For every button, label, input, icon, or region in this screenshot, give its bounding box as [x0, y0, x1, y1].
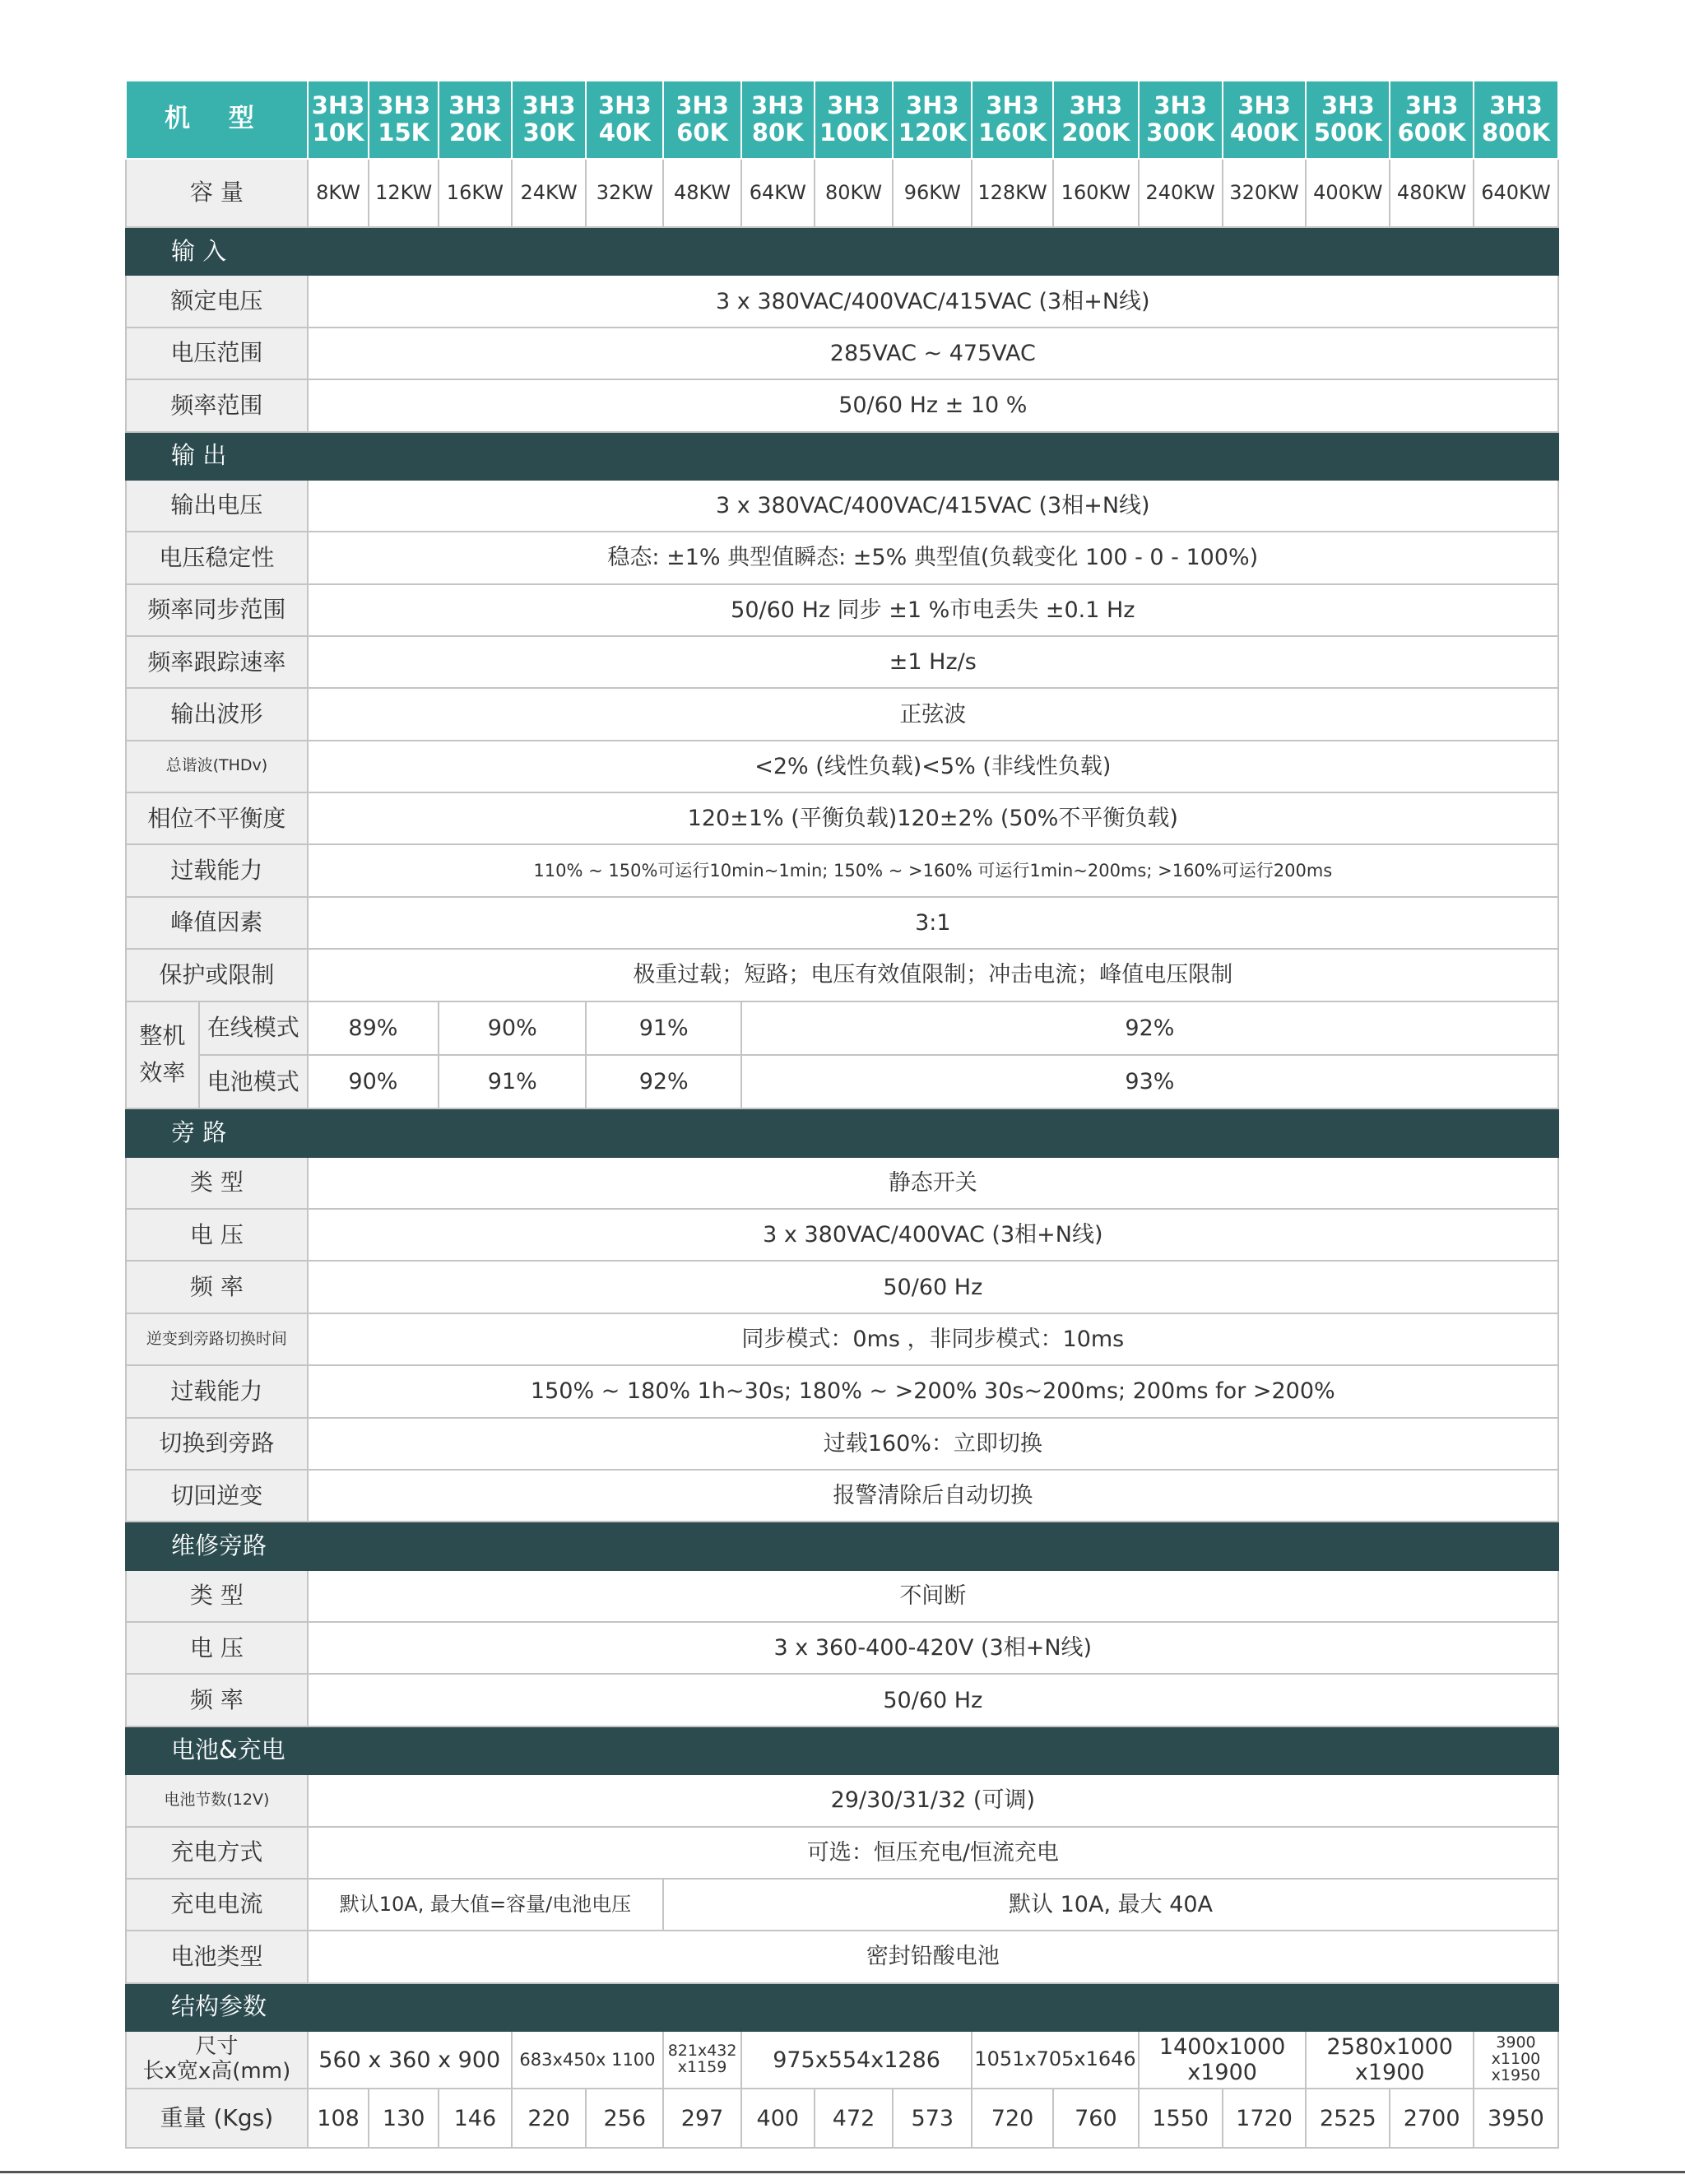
model-name-line: 15K [378, 118, 430, 147]
model-name-line: 3H3 [905, 91, 959, 119]
model-name-line: 160K [978, 118, 1047, 147]
charge-current-small: 默认10A, 最大值=容量/电池电压 [308, 1879, 663, 1931]
row-value: 可选：恒压充电/恒流充电 [308, 1827, 1558, 1879]
row-label: 类 型 [126, 1157, 308, 1209]
online-efficiency-value: 90% [439, 1001, 586, 1055]
model-name [972, 81, 1053, 159]
model-name-line: 40K [598, 118, 651, 147]
capacity-value: 160KW [1053, 159, 1139, 228]
row-label: 过载能力 [126, 844, 308, 896]
model-name-line: 3H3 [448, 91, 502, 119]
capacity-value: 12KW [369, 159, 439, 228]
model-name-line: 3H3 [522, 91, 576, 119]
size-value-line: 683x450x 1100 [519, 2050, 656, 2070]
row-value: 120±1% (平衡负载)120±2% (50%不平衡负载) [308, 792, 1558, 844]
model-name-line: 60K [676, 118, 728, 147]
size-value [972, 2031, 1139, 2089]
row-value: 稳态: ±1% 典型值瞬态: ±5% 典型值(负载变化 100 - 0 - 100%) [308, 532, 1558, 583]
capacity-value: 24KW [512, 159, 587, 228]
section-fill [308, 1522, 1558, 1569]
size-value-line: 560 x 360 x 900 [318, 2047, 501, 2073]
capacity-value: 480KW [1390, 159, 1474, 228]
size-value-line: x1159 [677, 2058, 727, 2077]
size-value [512, 2031, 663, 2089]
size-value-line: x1900 [1187, 2060, 1257, 2086]
capacity-value: 128KW [972, 159, 1053, 228]
battery-efficiency-value: 92% [586, 1055, 741, 1108]
section-fill [308, 1726, 1558, 1774]
row-label: 电池节数(12V) [126, 1774, 308, 1826]
capacity-value: 320KW [1223, 159, 1307, 228]
model-name [893, 81, 972, 159]
section-title: 维修旁路 [126, 1522, 308, 1569]
row-value: 3 x 360-400-420V (3相+N线) [308, 1622, 1558, 1674]
online-efficiency-value: 91% [586, 1001, 741, 1055]
section-title: 旁 路 [126, 1108, 308, 1156]
model-name [1139, 81, 1223, 159]
model-name [1053, 81, 1139, 159]
size-value-line: 1400x1000 [1158, 2034, 1286, 2061]
row-value: 50/60 Hz 同步 ±1 %市电丢失 ±0.1 Hz [308, 584, 1558, 636]
row-label: 充电方式 [126, 1827, 308, 1879]
row-value: 正弦波 [308, 688, 1558, 740]
online-efficiency-value: 92% [741, 1001, 1558, 1055]
size-value-line: 1051x705x1646 [974, 2047, 1136, 2071]
online-mode-label: 在线模式 [199, 1001, 308, 1055]
size-value [1139, 2031, 1307, 2089]
model-name-line: 30K [522, 118, 575, 147]
model-name [308, 81, 369, 159]
capacity-value: 96KW [893, 159, 972, 228]
row-value: 110% ~ 150%可运行10min~1min; 150% ~ >160% 可运行1min~200ms; >160%可运行200ms [308, 844, 1558, 896]
model-name [439, 81, 512, 159]
row-label: 电 压 [126, 1622, 308, 1674]
model-name-line: 20K [448, 118, 501, 147]
weight-value: 3950 [1474, 2089, 1558, 2147]
model-name [1306, 81, 1390, 159]
row-label: 相位不平衡度 [126, 792, 308, 844]
charge-current-label: 充电电流 [126, 1879, 308, 1931]
row-label: 保护或限制 [126, 949, 308, 1001]
row-value: 过载160%：立即切换 [308, 1418, 1558, 1470]
model-name-line: 3H3 [598, 91, 652, 119]
model-name-line: 80K [751, 118, 804, 147]
charge-current-large: 默认 10A, 最大 40A [663, 1879, 1558, 1931]
weight-value: 1720 [1223, 2089, 1307, 2147]
weight-value: 2525 [1306, 2089, 1390, 2147]
size-value-line: x1950 [1491, 2066, 1541, 2085]
section-fill [308, 1983, 1558, 2031]
model-name [512, 81, 587, 159]
efficiency-label-line: 效率 [139, 1058, 186, 1086]
row-value: 报警清除后自动切换 [308, 1470, 1558, 1522]
weight-value: 400 [741, 2089, 815, 2147]
weight-value: 220 [512, 2089, 587, 2147]
row-label: 切换到旁路 [126, 1418, 308, 1470]
model-name-line: 3H3 [1069, 91, 1123, 119]
row-value: 50/60 Hz [308, 1261, 1558, 1313]
capacity-value: 400KW [1306, 159, 1390, 228]
weight-label: 重量 (Kgs) [126, 2089, 308, 2147]
capacity-label: 容 量 [126, 159, 308, 228]
battery-efficiency-value: 93% [741, 1055, 1558, 1108]
efficiency-label-line: 整机 [139, 1022, 186, 1050]
capacity-value: 80KW [815, 159, 894, 228]
row-label: 频率同步范围 [126, 584, 308, 636]
battery-type-value: 密封铅酸电池 [308, 1931, 1558, 1982]
battery-type-label: 电池类型 [126, 1931, 308, 1982]
model-name-line: 3H3 [1404, 91, 1459, 119]
model-name-line: 10K [312, 118, 364, 147]
model-name-line: 3H3 [675, 91, 729, 119]
model-name-line: 800K [1481, 118, 1550, 147]
capacity-value: 48KW [663, 159, 741, 228]
row-value: 3 x 380VAC/400VAC (3相+N线) [308, 1209, 1558, 1261]
size-value [1474, 2031, 1558, 2089]
model-name-line: 3H3 [377, 91, 431, 119]
section-title: 结构参数 [126, 1983, 308, 2031]
capacity-value: 16KW [439, 159, 512, 228]
model-name-line: 120K [898, 118, 967, 147]
battery-efficiency-value: 91% [439, 1055, 586, 1108]
row-value: 50/60 Hz [308, 1674, 1558, 1726]
battery-efficiency-value: 90% [308, 1055, 439, 1108]
weight-value: 573 [893, 2089, 972, 2147]
weight-value: 2700 [1390, 2089, 1474, 2147]
size-value-line: x1900 [1354, 2060, 1425, 2086]
size-label [126, 2031, 308, 2089]
weight-value: 760 [1053, 2089, 1139, 2147]
model-name-line: 3H3 [1489, 91, 1543, 119]
size-value-line: 3900 [1496, 2033, 1536, 2052]
model-name-line: 3H3 [1237, 91, 1291, 119]
model-name [1223, 81, 1307, 159]
efficiency-label [126, 1001, 199, 1109]
weight-value: 146 [439, 2089, 512, 2147]
size-value [1306, 2031, 1474, 2089]
row-label: 切回逆变 [126, 1470, 308, 1522]
row-label: 电压范围 [126, 328, 308, 379]
row-label: 输出电压 [126, 480, 308, 532]
row-label: 输出波形 [126, 688, 308, 740]
capacity-value: 240KW [1139, 159, 1223, 228]
bottom-rule [0, 2171, 1685, 2173]
section-title: 电池&充电 [126, 1726, 308, 1774]
model-name-line: 600K [1397, 118, 1466, 147]
row-label: 频率跟踪速率 [126, 636, 308, 688]
row-label: 峰值因素 [126, 897, 308, 949]
section-fill [308, 1108, 1558, 1156]
size-value-line: 975x554x1286 [773, 2047, 940, 2073]
size-value-line: 821x432 [667, 2042, 737, 2061]
row-value: 静态开关 [308, 1157, 1558, 1209]
row-label: 电 压 [126, 1209, 308, 1261]
section-fill [308, 432, 1558, 480]
weight-value: 108 [308, 2089, 369, 2147]
model-name-line: 200K [1061, 118, 1130, 147]
model-name-line: 3H3 [1321, 91, 1375, 119]
weight-value: 1550 [1139, 2089, 1223, 2147]
model-name-line: 3H3 [827, 91, 880, 119]
row-value: 不间断 [308, 1570, 1558, 1622]
size-label-line: 长x宽x高(mm) [142, 2059, 291, 2084]
online-efficiency-value: 89% [308, 1001, 439, 1055]
section-fill [308, 227, 1558, 275]
row-label: 逆变到旁路切换时间 [126, 1313, 308, 1365]
row-label: 过载能力 [126, 1365, 308, 1417]
row-value: ±1 Hz/s [308, 636, 1558, 688]
model-name [663, 81, 741, 159]
capacity-value: 64KW [741, 159, 815, 228]
model-name [1474, 81, 1558, 159]
section-title: 输 入 [126, 227, 308, 275]
model-name [1390, 81, 1474, 159]
row-value: 3:1 [308, 897, 1558, 949]
size-label-line: 尺寸 [195, 2034, 239, 2060]
capacity-value: 640KW [1474, 159, 1558, 228]
model-name [741, 81, 815, 159]
model-name-line: 3H3 [986, 91, 1039, 119]
capacity-value: 8KW [308, 159, 369, 228]
model-name-line: 100K [819, 118, 889, 147]
size-value-line: 2580x1000 [1326, 2034, 1453, 2061]
model-name-line: 400K [1230, 118, 1299, 147]
row-value: 150% ~ 180% 1h~30s; 180% ~ >200% 30s~200ms; 200ms for >200% [308, 1365, 1558, 1417]
row-value: 同步模式：0ms ，非同步模式：10ms [308, 1313, 1558, 1365]
model-name-line: 3H3 [1154, 91, 1208, 119]
row-label: 频率范围 [126, 379, 308, 431]
model-name-line: 300K [1146, 118, 1215, 147]
capacity-value: 32KW [586, 159, 663, 228]
spec-table [125, 80, 1559, 2149]
row-value: <2% (线性负载)<5% (非线性负载) [308, 741, 1558, 792]
row-value: 3 x 380VAC/400VAC/415VAC (3相+N线) [308, 275, 1558, 327]
row-label: 频 率 [126, 1674, 308, 1726]
section-title: 输 出 [126, 432, 308, 480]
weight-value: 256 [586, 2089, 663, 2147]
row-value: 29/30/31/32 (可调) [308, 1774, 1558, 1826]
weight-value: 472 [815, 2089, 894, 2147]
model-header-label: 机 型 [126, 81, 308, 159]
size-value-line: x1100 [1491, 2050, 1541, 2069]
spec-sheet [125, 80, 1557, 2147]
row-value: 极重过载；短路；电压有效值限制；冲击电流；峰值电压限制 [308, 949, 1558, 1001]
model-name-line: 3H3 [750, 91, 805, 119]
row-label: 类 型 [126, 1570, 308, 1622]
weight-value: 720 [972, 2089, 1053, 2147]
row-label: 总谐波(THDv) [126, 741, 308, 792]
row-label: 电压稳定性 [126, 532, 308, 583]
model-name [369, 81, 439, 159]
size-value [663, 2031, 741, 2089]
model-name [815, 81, 894, 159]
row-label: 额定电压 [126, 275, 308, 327]
model-name-line: 3H3 [311, 91, 365, 119]
row-value: 3 x 380VAC/400VAC/415VAC (3相+N线) [308, 480, 1558, 532]
size-value [741, 2031, 972, 2089]
row-label: 频 率 [126, 1261, 308, 1313]
size-value [308, 2031, 512, 2089]
model-name-line: 500K [1313, 118, 1382, 147]
weight-value: 130 [369, 2089, 439, 2147]
model-name [586, 81, 663, 159]
weight-value: 297 [663, 2089, 741, 2147]
battery-mode-label: 电池模式 [199, 1055, 308, 1108]
row-value: 285VAC ~ 475VAC [308, 328, 1558, 379]
row-value: 50/60 Hz ± 10 % [308, 379, 1558, 431]
